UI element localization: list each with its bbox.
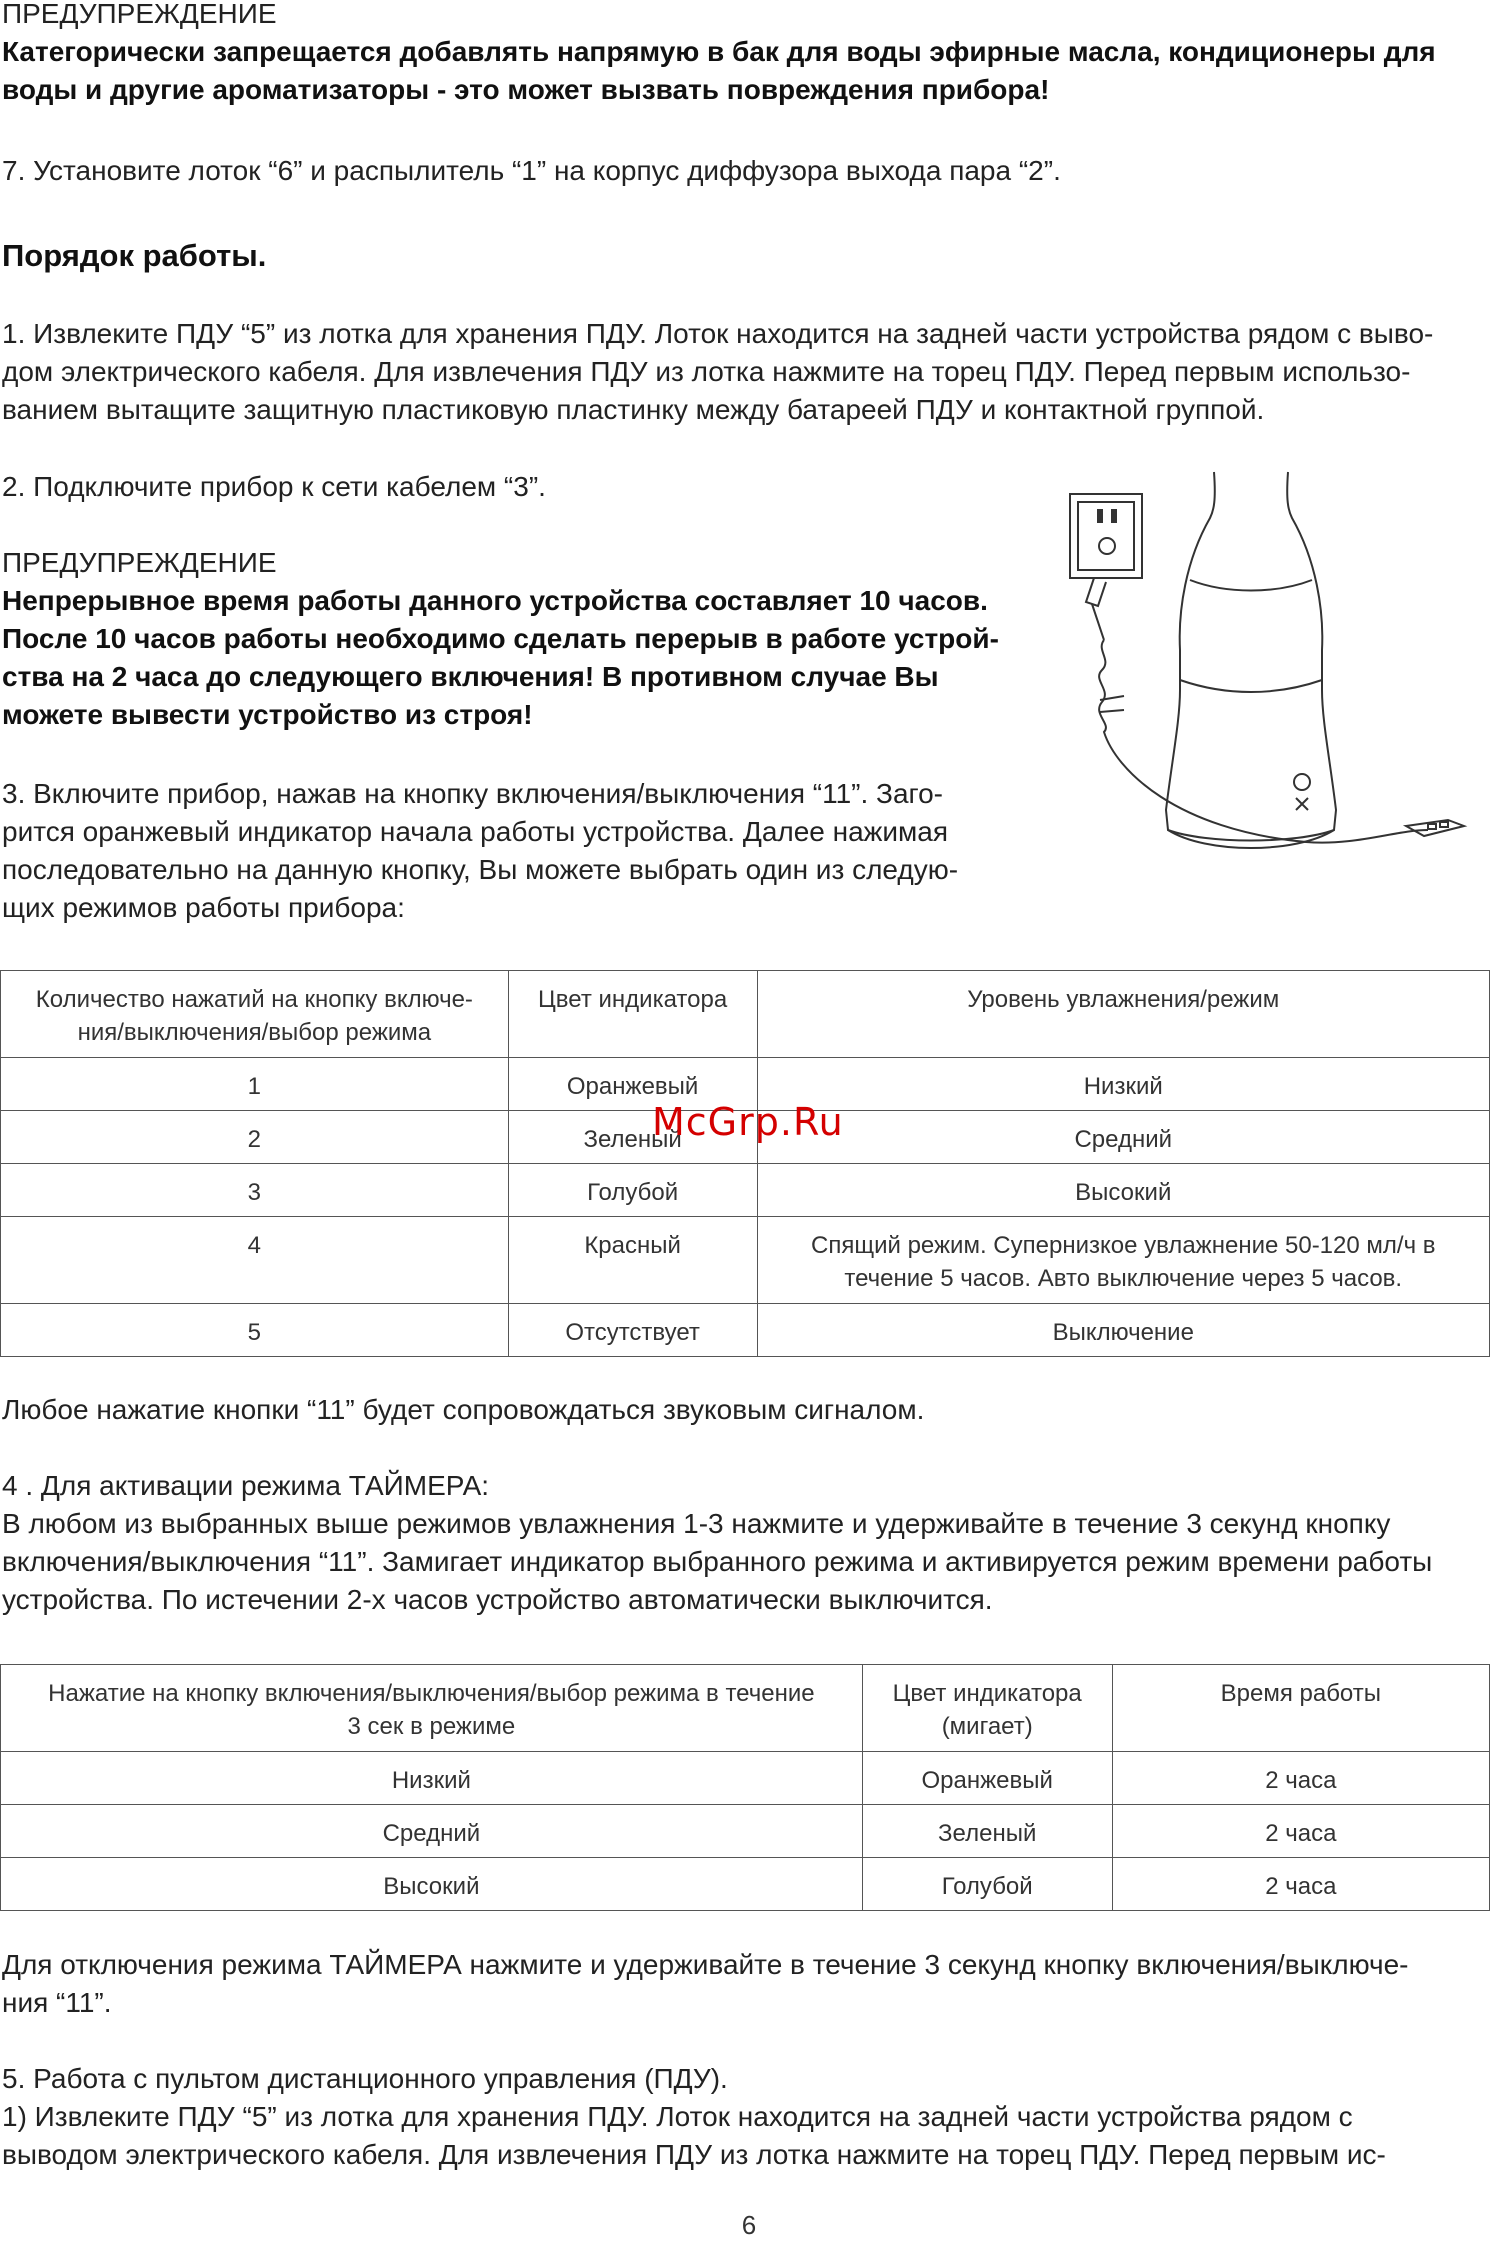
indicator-color-cell: Красный: [508, 1217, 757, 1304]
humidifier-body-icon: [1166, 472, 1336, 841]
timer-table: [0, 1664, 1490, 1911]
table-row: [1, 1858, 1490, 1911]
step-1: [2, 315, 1433, 429]
work-time-cell: 2 часа: [1112, 1805, 1489, 1858]
indicator-color-cell: Зеленый: [508, 1111, 757, 1164]
header-text: Цвет индикатора: [892, 1680, 1082, 1707]
mode-text: Спящий режим. Супернизкое увлажнение 50-120 мл/ч в: [811, 1232, 1436, 1259]
warning-block-1: [2, 0, 1436, 109]
step-4: [2, 1467, 1432, 1619]
warning-text-line: Непрерывное время работы данного устройства составляет 10 часов.: [2, 585, 988, 616]
header-text: Цвет индикатора: [538, 986, 728, 1013]
warning-text-line: воды и другие ароматизаторы - это может вызвать повреждения прибора!: [2, 74, 1050, 105]
table-row: [1, 1164, 1490, 1217]
timer-off-line: ния “11”.: [2, 1987, 112, 2018]
step-1-line: ванием вытащите защитную пластиковую пластинку между батареей ПДУ и контактной группой.: [2, 394, 1265, 425]
mode-text: течение 5 часов. Авто выключение через 5 часов.: [844, 1265, 1403, 1292]
step-3-line: щих режимов работы прибора:: [2, 892, 405, 923]
step-4-line: В любом из выбранных выше режимов увлажнения 1-3 нажмите и удерживайте в течение 3 секунд кнопку: [2, 1508, 1391, 1539]
timer-off-line: Для отключения режима ТАЙМЕРА нажмите и удерживайте в течение 3 секунд кнопку включения/выключе-: [2, 1949, 1409, 1980]
step-7: [2, 152, 1061, 190]
header-text: Количество нажатий на кнопку включе-: [35, 986, 473, 1013]
header-cell: [508, 971, 757, 1058]
header-cell: [862, 1665, 1112, 1752]
step-2: [2, 468, 546, 506]
mode-cell: Высокий: [757, 1164, 1489, 1217]
mode-cell: Высокий: [1, 1858, 863, 1911]
warning-text-line: После 10 часов работы необходимо сделать перерыв в работе устрой-: [2, 623, 999, 654]
header-text: ния/выключения/выбор режима: [77, 1019, 432, 1046]
header-text: Время работы: [1220, 1680, 1381, 1707]
warning-text-line: можете вывести устройство из строя!: [2, 699, 533, 730]
table-row: [1, 1217, 1490, 1304]
section-title-text: Порядок работы.: [2, 238, 267, 273]
sound-note-text: Любое нажатие кнопки “11” будет сопровождаться звуковым сигналом.: [2, 1394, 925, 1425]
header-text: (мигает): [941, 1713, 1033, 1740]
header-cell: [1, 1665, 863, 1752]
step-3-line: последовательно на данную кнопку, Вы можете выбрать один из следую-: [2, 854, 959, 885]
step-5: [2, 2060, 1386, 2174]
step-5-line: 5. Работа с пультом дистанционного управления (ПДУ).: [2, 2063, 728, 2094]
presses-cell: 1: [1, 1058, 509, 1111]
mode-cell: Низкий: [757, 1058, 1489, 1111]
mode-cell: Средний: [1, 1805, 863, 1858]
sound-note: [2, 1391, 924, 1429]
step-1-line: дом электрического кабеля. Для извлечения ПДУ из лотка нажмите на торец ПДУ. Перед первым использо-: [2, 356, 1411, 387]
warning-block-2: [2, 544, 999, 734]
step-1-line: 1. Извлеките ПДУ “5” из лотка для хранения ПДУ. Лоток находится на задней части устройства рядом с выво-: [2, 318, 1434, 349]
step-4-line: включения/выключения “11”. Замигает индикатор выбранного режима и активируется режим времени работы: [2, 1546, 1433, 1577]
table-header-row: [1, 971, 1490, 1058]
modes-table: [0, 970, 1490, 1357]
warning-text-line: Категорически запрещается добавлять напрямую в бак для воды эфирные масла, кондиционеры для: [2, 36, 1436, 67]
warning-text-line: ства на 2 часа до следующего включения! В противном случае Вы: [2, 661, 939, 692]
indicator-color-cell: Оранжевый: [862, 1752, 1112, 1805]
step-2-text: 2. Подключите прибор к сети кабелем “3”.: [2, 471, 546, 502]
header-text: Нажатие на кнопку включения/выключения/выбор режима в течение: [48, 1680, 815, 1707]
presses-cell: 5: [1, 1304, 509, 1357]
step-3-line: 3. Включите прибор, нажав на кнопку включения/выключения “11”. Заго-: [2, 778, 944, 809]
header-text: 3 сек в режиме: [347, 1713, 516, 1740]
watermark: McGrp.Ru: [652, 1100, 844, 1144]
indicator-color-cell: Отсутствует: [508, 1304, 757, 1357]
step-5-line: 1) Извлеките ПДУ “5” из лотка для хранения ПДУ. Лоток находится на задней части устройства рядом с: [2, 2101, 1353, 2132]
indicator-color-cell: Голубой: [862, 1858, 1112, 1911]
indicator-color-cell: Оранжевый: [508, 1058, 757, 1111]
humidifier-illustration: [1056, 470, 1476, 865]
work-time-cell: 2 часа: [1112, 1752, 1489, 1805]
header-cell: [1, 971, 509, 1058]
table-row: [1, 1304, 1490, 1357]
mode-cell: [757, 1217, 1489, 1304]
section-title: [2, 237, 266, 275]
work-time-cell: 2 часа: [1112, 1858, 1489, 1911]
table-row: [1, 1752, 1490, 1805]
page-number: 6: [741, 2210, 757, 2240]
step-3: [2, 775, 958, 927]
mode-cell: Выключение: [757, 1304, 1489, 1357]
wall-socket-icon: [1070, 494, 1142, 578]
presses-cell: 2: [1, 1111, 509, 1164]
step-5-line: выводом электрического кабеля. Для извлечения ПДУ из лотка нажмите на торец ПДУ. Перед первым ис-: [2, 2139, 1386, 2170]
indicator-color-cell: Зеленый: [862, 1805, 1112, 1858]
presses-cell: 3: [1, 1164, 509, 1217]
step-3-line: рится оранжевый индикатор начала работы устройства. Далее нажимая: [2, 816, 949, 847]
table-row: [1, 1805, 1490, 1858]
step-4-title: 4 . Для активации режима ТАЙМЕРА:: [2, 1470, 490, 1501]
warning-title: ПРЕДУПРЕЖДЕНИЕ: [2, 547, 277, 578]
table-header-row: [1, 1665, 1490, 1752]
header-text: Уровень увлажнения/режим: [967, 986, 1280, 1013]
mode-cell: Средний: [757, 1111, 1489, 1164]
presses-cell: 4: [1, 1217, 509, 1304]
step-7-text: 7. Установите лоток “6” и распылитель “1” на корпус диффузора выхода пара “2”.: [2, 155, 1061, 186]
indicator-color-cell: Голубой: [508, 1164, 757, 1217]
header-cell: [1112, 1665, 1489, 1752]
mode-cell: Низкий: [1, 1752, 863, 1805]
warning-title: ПРЕДУПРЕЖДЕНИЕ: [2, 0, 277, 29]
header-cell: [757, 971, 1489, 1058]
step-4-line: устройства. По истечении 2-х часов устройство автоматически выключится.: [2, 1584, 993, 1615]
timer-off-instruction: [2, 1946, 1408, 2022]
